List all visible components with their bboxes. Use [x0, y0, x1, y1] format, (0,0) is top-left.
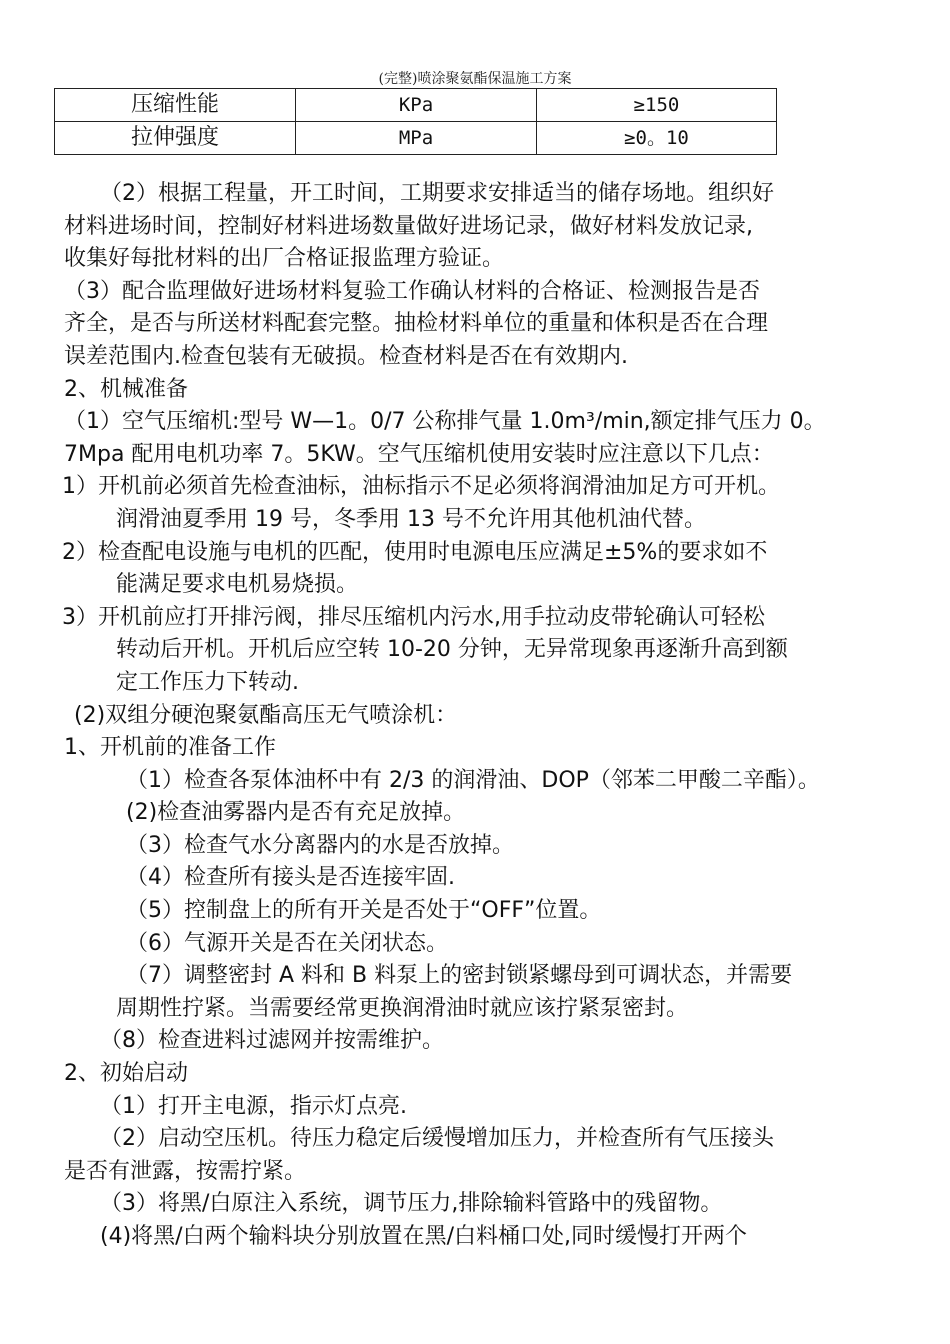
document-body [64, 178, 894, 1254]
table-cell: ≥150 [537, 89, 777, 122]
table-cell: MPa [296, 122, 537, 155]
text-line: 是否有泄露，按需拧紧。 [64, 1158, 307, 1184]
list-item: （4）检查所有接头是否连接牢固. [126, 865, 455, 891]
table-cell: ≥0。10 [537, 122, 777, 155]
table-row [55, 122, 777, 155]
text-line: （1）空气压缩机:型号 W—1。0/7 公称排气量 1.0m³/min,额定排气压力 0。 [64, 409, 826, 435]
list-item: （1）打开主电源，指示灯点亮. [100, 1093, 407, 1119]
list-item: (4)将黑/白两个输料块分别放置在黑/白料桶口处,同时缓慢打开两个 [100, 1224, 747, 1249]
list-item: （7）调整密封 A 料和 B 料泵上的密封锁紧螺母到可调状态，并需要 [126, 963, 793, 989]
text-line: （3）配合监理做好进场材料复验工作确认材料的合格证、检测报告是否 [64, 278, 760, 304]
section-heading: (2)双组分硬泡聚氨酯高压无气喷涂机： [74, 702, 458, 728]
list-item: （1）检查各泵体油杯中有 2/3 的润滑油、DOP（邻苯二甲酸二辛酯）。 [126, 767, 820, 793]
list-item: （5）控制盘上的所有开关是否处于“OFF”位置。 [126, 898, 602, 924]
list-item: （6）气源开关是否在关闭状态。 [126, 930, 448, 956]
table-cell: KPa [296, 89, 537, 122]
text-line: 周期性拧紧。当需要经常更换润滑油时就应该拧紧泵密封。 [116, 995, 689, 1021]
page-header: (完整)喷涂聚氨酯保温施工方案 [378, 71, 572, 87]
list-item: (2)检查油雾器内是否有充足放掉。 [126, 800, 466, 826]
text-line: 误差范围内.检查包装有无破损。检查材料是否在有效期内. [64, 343, 628, 369]
text-line: 1）开机前必须首先检查油标，油标指示不足必须将润滑油加足方可开机。 [62, 474, 780, 500]
text-line: 润滑油夏季用 19 号，冬季用 13 号不允许用其他机油代替。 [116, 506, 706, 532]
section-heading: 2、机械准备 [64, 376, 188, 402]
text-line: 收集好每批材料的出厂合格证报监理方验证。 [64, 246, 505, 272]
text-line: 齐全，是否与所送材料配套完整。抽检材料单位的重量和体积是否在合理 [64, 311, 769, 337]
list-item: （8）检查进料过滤网并按需维护。 [100, 1028, 444, 1054]
table-cell: 压缩性能 [55, 89, 296, 122]
text-line: 材料进场时间，控制好材料进场数量做好进场记录，做好材料发放记录, [64, 213, 753, 239]
text-line: 2）检查配电设施与电机的匹配，使用时电源电压应满足±5%的要求如不 [62, 539, 768, 565]
list-item: （3）将黑/白原注入系统，调节压力,排除输料管路中的残留物。 [100, 1191, 723, 1217]
text-line: 3）开机前应打开排污阀，排尽压缩机内污水,用手拉动皮带轮确认可轻松 [62, 604, 765, 630]
text-line: 7Mpa 配用电机功率 7。5KW。空气压缩机使用安装时应注意以下几点： [64, 441, 774, 467]
text-line: （2）根据工程量，开工时间，工期要求安排适当的储存场地。组织好 [100, 181, 774, 206]
table-cell: 拉伸强度 [55, 122, 296, 155]
spec-table [54, 88, 777, 155]
section-heading: 1、开机前的准备工作 [64, 735, 276, 761]
list-item: （3）检查气水分离器内的水是否放掉。 [126, 832, 514, 858]
text-line: 转动后开机。开机后应空转 10-20 分钟，无异常现象再逐渐升高到额 [116, 637, 788, 663]
text-line: 能满足要求电机易烧损。 [116, 572, 359, 598]
table-row [55, 89, 777, 122]
text-line: 定工作压力下转动. [116, 669, 299, 695]
list-item: （2）启动空压机。待压力稳定后缓慢增加压力，并检查所有气压接头 [100, 1126, 774, 1152]
section-heading: 2、初始启动 [64, 1061, 188, 1087]
